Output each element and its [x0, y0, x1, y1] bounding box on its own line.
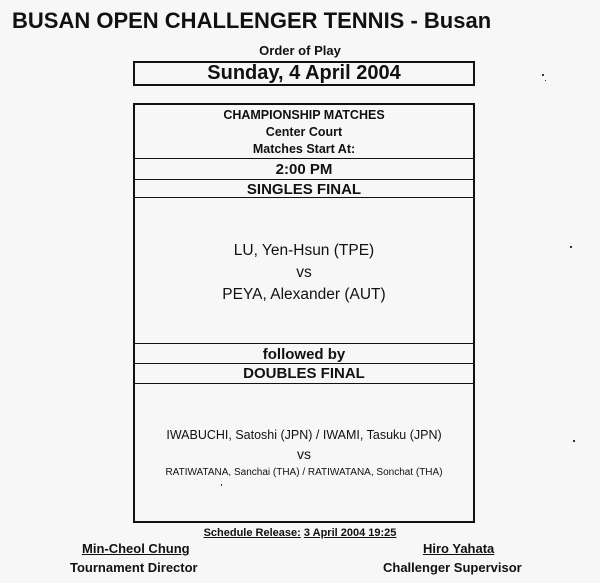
scan-speck	[545, 80, 546, 81]
singles-player2: PEYA, Alexander (AUT)	[222, 286, 386, 303]
document-subtitle: Order of Play	[259, 43, 341, 58]
doubles-team2: RATIWATANA, Sanchai (THA) / RATIWATANA, Sonchat (THA)	[165, 467, 443, 478]
signature-right-role	[383, 560, 522, 575]
tournament-director-name: Min-Cheol Chung	[82, 541, 190, 556]
divider	[135, 383, 473, 384]
release-value: 3 April 2004 19:25	[303, 527, 397, 539]
signature-left-role	[70, 560, 198, 575]
divider	[135, 197, 473, 198]
schedule-header-line2: Center Court	[265, 125, 343, 139]
divider	[135, 343, 473, 344]
followed-by-label: followed by	[262, 346, 346, 363]
document-title: BUSAN OPEN CHALLENGER TENNIS - Busan	[12, 8, 492, 33]
tournament-director-role: Tournament Director	[70, 560, 198, 575]
signature-left	[82, 541, 190, 556]
supervisor-name: Hiro Yahata	[423, 541, 495, 556]
scan-speck	[221, 484, 222, 486]
scan-speck	[542, 74, 544, 76]
schedule-release	[0, 527, 600, 539]
schedule-table	[133, 103, 475, 523]
start-time: 2:00 PM	[275, 161, 333, 178]
singles-vs: vs	[296, 264, 312, 281]
doubles-round-label: DOUBLES FINAL	[243, 365, 365, 382]
date-text: Sunday, 4 April 2004	[207, 62, 401, 84]
scan-speck	[570, 246, 572, 248]
supervisor-role: Challenger Supervisor	[383, 560, 522, 575]
signature-right	[423, 541, 494, 556]
release-label: Schedule Release:	[203, 527, 301, 539]
divider	[135, 158, 473, 159]
divider	[135, 179, 473, 180]
schedule-header-line3: Matches Start At:	[252, 142, 356, 156]
doubles-team1: IWABUCHI, Satoshi (JPN) / IWAMI, Tasuku (JPN)	[166, 428, 442, 442]
date-box	[133, 61, 475, 86]
schedule-header-line1: CHAMPIONSHIP MATCHES	[223, 108, 385, 122]
doubles-vs: vs	[297, 446, 311, 462]
scan-speck	[573, 440, 575, 442]
divider	[135, 363, 473, 364]
singles-round-label: SINGLES FINAL	[246, 181, 362, 198]
singles-player1: LU, Yen-Hsun (TPE)	[233, 242, 375, 259]
